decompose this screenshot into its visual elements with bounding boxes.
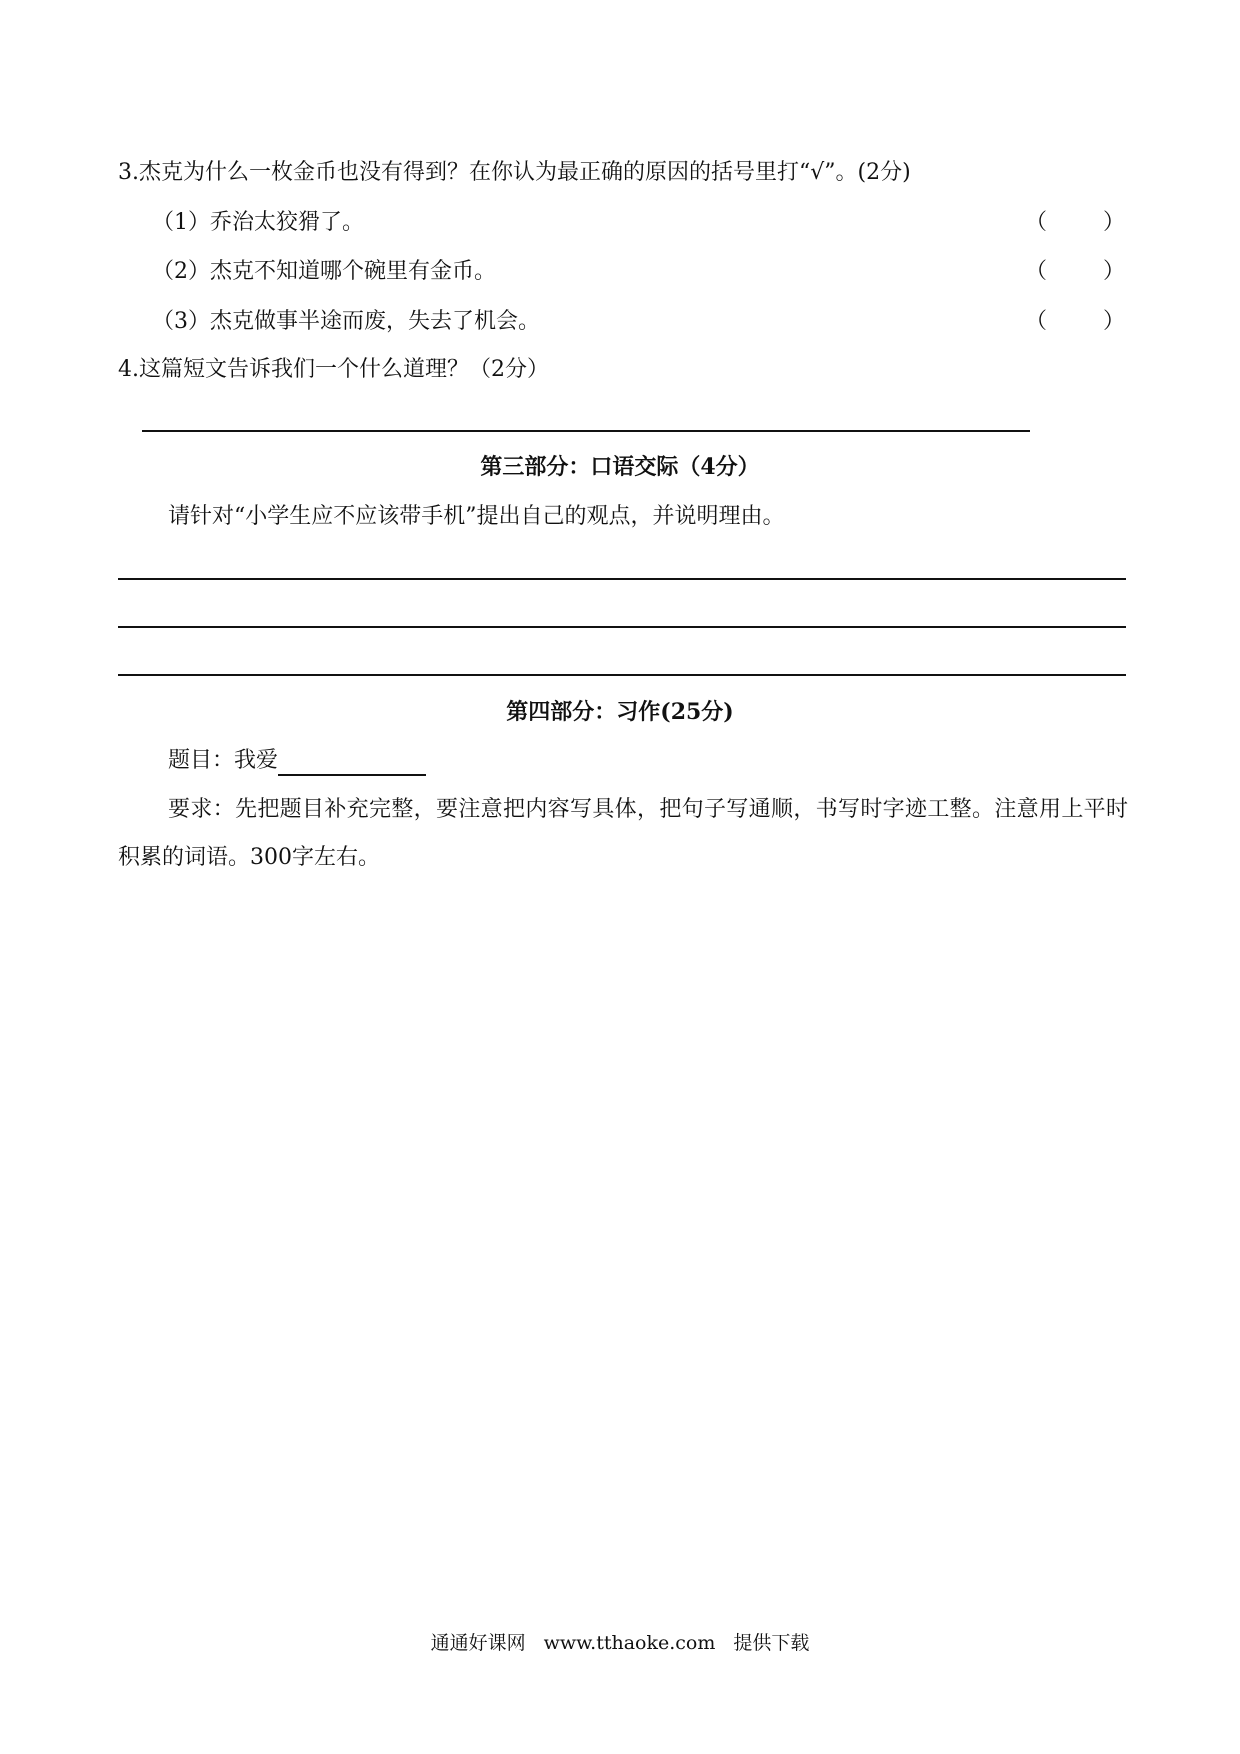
question-4-title: 4.这篇短文告诉我们一个什么道理？（2分） <box>118 357 549 382</box>
part-4-topic-label: 题目：我爱 <box>168 748 279 773</box>
footer-site-name: 通通好课网 <box>430 1632 526 1654</box>
answer-bracket-2[interactable]: （ ） <box>1025 259 1125 284</box>
part-3-answer-line-2[interactable] <box>118 626 1126 628</box>
question-3-option-3: （3）杰克做事半途而废，失去了机会。 <box>152 309 540 334</box>
question-3-option-2: （2）杰克不知道哪个碗里有金币。 <box>152 259 496 284</box>
footer-suffix: 提供下载 <box>733 1632 810 1654</box>
answer-bracket-3[interactable]: （ ） <box>1025 309 1125 334</box>
footer-url[interactable]: www.tthaoke.com <box>543 1632 716 1654</box>
topic-blank[interactable] <box>278 750 426 776</box>
question-4-answer-line[interactable] <box>142 430 1030 432</box>
page-footer <box>0 1630 1240 1656</box>
part-3-answer-line-3[interactable] <box>118 674 1126 676</box>
part-4-topic-line <box>168 746 426 776</box>
part-4-heading: 第四部分：习作(25分) <box>506 699 734 725</box>
part-3-prompt: 请针对“小学生应不应该带手机”提出自己的观点，并说明理由。 <box>168 504 785 529</box>
part-3-heading: 第三部分：口语交际（4分） <box>480 454 760 480</box>
part-4-requirement: 要求：先把题目补充完整，要注意把内容写具体，把句子写通顺，书写时字迹工整。注意用上平时积累的词语。300字左右。 <box>118 797 1128 870</box>
part-3-answer-line-1[interactable] <box>118 578 1126 580</box>
question-3-option-1: （1）乔治太狡猾了。 <box>152 210 364 235</box>
question-3-title: 3.杰克为什么一枚金币也没有得到？在你认为最正确的原因的括号里打“√”。(2分) <box>118 160 911 185</box>
answer-bracket-1[interactable]: （ ） <box>1025 210 1125 235</box>
